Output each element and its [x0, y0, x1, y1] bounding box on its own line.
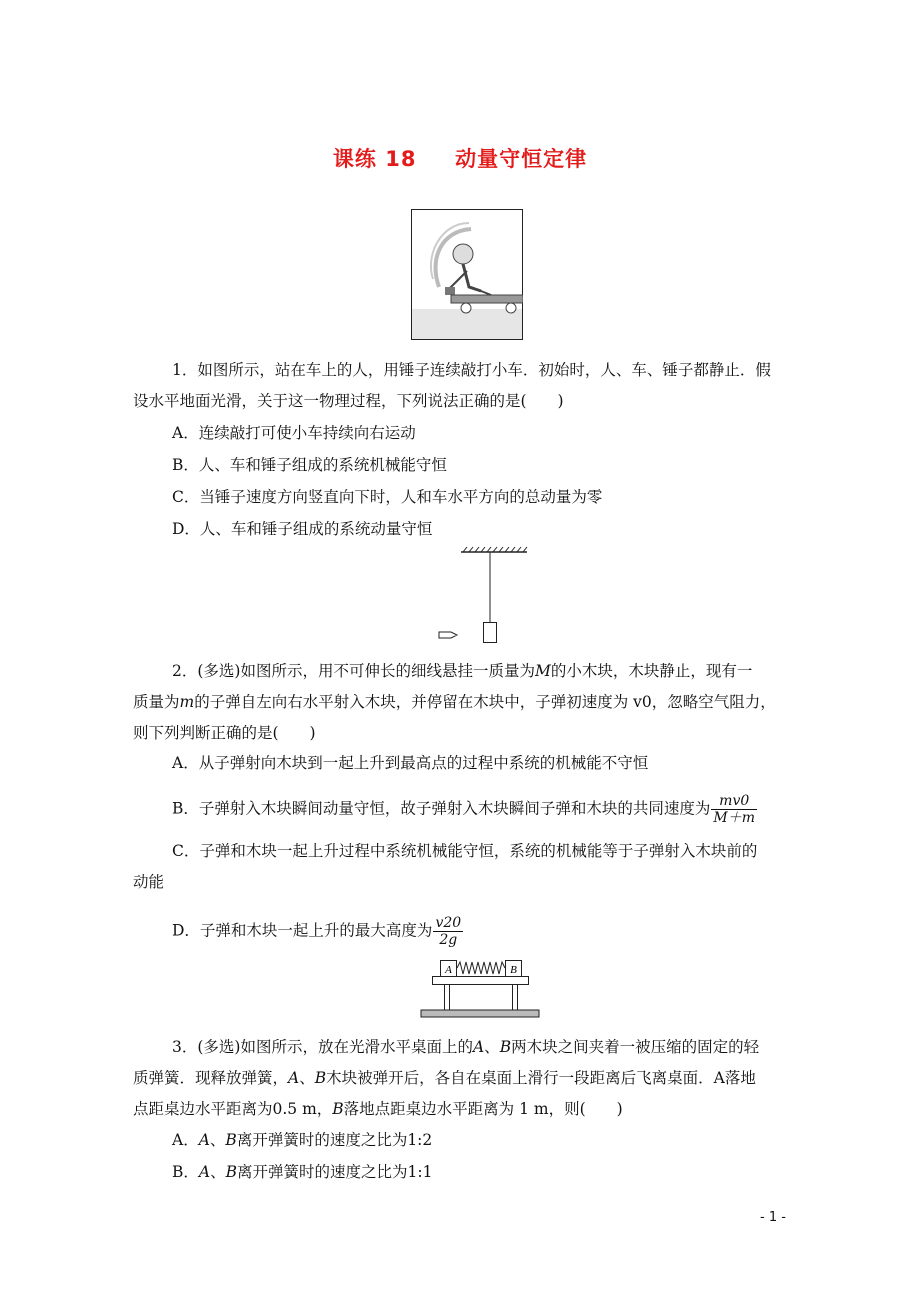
- q3-block-a: A: [472, 1038, 485, 1056]
- fraction-numerator: v20: [435, 915, 462, 931]
- q2-mass-m: m: [179, 693, 195, 711]
- q1-option-b: B．人、车和锤子组成的系统机械能守恒: [172, 456, 447, 474]
- q1-option-c: C．当锤子速度方向竖直向下时，人和车水平方向的总动量为零: [172, 488, 603, 506]
- q2-option-d-text: D．子弹和木块一起上升的最大高度为: [172, 921, 433, 940]
- q2-stem-line2b: 的子弹自左向右水平射入木块，并停留在木块中，子弹初速度为 v0，忽略空气阻力，: [194, 693, 776, 711]
- option-prefix: B．: [172, 1163, 199, 1181]
- fraction-numerator: mv0: [711, 793, 757, 810]
- q3-block-b: B: [314, 1069, 327, 1087]
- q3-separator: 、: [484, 1038, 500, 1056]
- question-2-stem: [133, 656, 793, 749]
- q3-block-b: B: [225, 1131, 237, 1149]
- page-title: [0, 143, 920, 173]
- q3-option-b: [172, 1162, 432, 1182]
- q3-block-b: B: [499, 1038, 512, 1056]
- figure-pendulum-bullet: [435, 546, 535, 646]
- q2-option-d-fraction: [433, 915, 463, 948]
- q2-stem-line3: 则下列判断正确的是( ): [133, 724, 316, 742]
- q3-block-b: B: [332, 1100, 344, 1118]
- q3-block-b: B: [225, 1163, 237, 1181]
- q3-option-a-text: 离开弹簧时的速度之比为1:2: [236, 1131, 433, 1149]
- q3-a-landing: A落地: [713, 1069, 756, 1087]
- q2-option-d: [172, 915, 463, 948]
- title-prefix: 课练: [332, 147, 377, 171]
- q2-option-c-line2: 动能: [133, 873, 165, 891]
- q3-block-a: A: [288, 1069, 300, 1087]
- fraction-denominator: 2g: [439, 932, 458, 948]
- option-prefix: A．: [172, 1131, 199, 1149]
- fraction-denominator: M＋m: [713, 810, 756, 826]
- q3-stem-line1b: 两木块之间夹着一被压缩的固定的轻: [511, 1038, 760, 1056]
- block-b-label: B: [510, 964, 517, 976]
- q1-stem-line2: 设水平地面光滑，关于这一物理过程，下列说法正确的是( ): [133, 392, 564, 410]
- q3-block-a: A: [198, 1131, 210, 1149]
- q3-stem-line2b: 木块被弹开后，各自在桌面上滑行一段距离后飞离桌面．: [326, 1069, 714, 1087]
- q1-option-d: D．人、车和锤子组成的系统动量守恒: [172, 520, 433, 538]
- q2-option-b-text: B．子弹射入木块瞬间动量守恒，故子弹射入木块瞬间子弹和木块的共同速度为: [172, 799, 711, 818]
- title-number: 18: [385, 147, 417, 171]
- q3-stem-line2a: 质弹簧．现释放弹簧，: [133, 1069, 289, 1087]
- q2-option-b-fraction: [711, 793, 757, 826]
- figure-spring-table: [420, 958, 540, 1022]
- title-topic: 动量守恒定律: [455, 147, 588, 171]
- q3-block-a: A: [198, 1163, 211, 1181]
- question-1-stem: [133, 355, 793, 417]
- q1-option-a: A．连续敲打可使小车持续向右运动: [172, 424, 416, 442]
- q2-option-c: [133, 836, 792, 898]
- block-a-label: A: [445, 964, 452, 976]
- q1-stem-line1: 1．如图所示，站在车上的人，用锤子连续敲打小车．初始时，人、车、锤子都静止．假: [172, 361, 771, 379]
- q3-stem-line1a: 3．(多选)如图所示，放在光滑水平桌面上的: [172, 1038, 473, 1056]
- q2-stem-line1: 2．(多选)如图所示，用不可伸长的细线悬挂一质量为: [172, 662, 535, 680]
- q3-option-a: [172, 1130, 432, 1150]
- q2-option-b: [172, 793, 757, 826]
- q3-separator: 、: [299, 1069, 315, 1087]
- q3-stem-line3b: 落地点距桌边水平距离为 1 m，则( ): [343, 1100, 623, 1118]
- q3-separator: 、: [209, 1131, 226, 1149]
- q2-option-c-line1: C．子弹和木块一起上升过程中系统机械能守恒，系统的机械能等于子弹射入木块前的: [172, 842, 758, 860]
- q2-stem-line2a: 质量为: [133, 693, 180, 711]
- figure-hammer-cart: [411, 209, 523, 340]
- page-number: - 1 -: [760, 1210, 786, 1225]
- q3-option-b-text: 离开弹簧时的速度之比为1:1: [237, 1163, 433, 1181]
- q2-option-a: A．从子弹射向木块到一起上升到最高点的过程中系统的机械能不守恒: [172, 754, 649, 772]
- question-3-stem: [133, 1032, 793, 1125]
- q2-stem-line1b: 的小木块，木块静止，现有一: [550, 662, 753, 680]
- q2-mass-M: M: [534, 662, 551, 680]
- q3-stem-line3a: 点距桌边水平距离为0.5 m，: [133, 1100, 333, 1118]
- q3-separator: 、: [210, 1163, 226, 1181]
